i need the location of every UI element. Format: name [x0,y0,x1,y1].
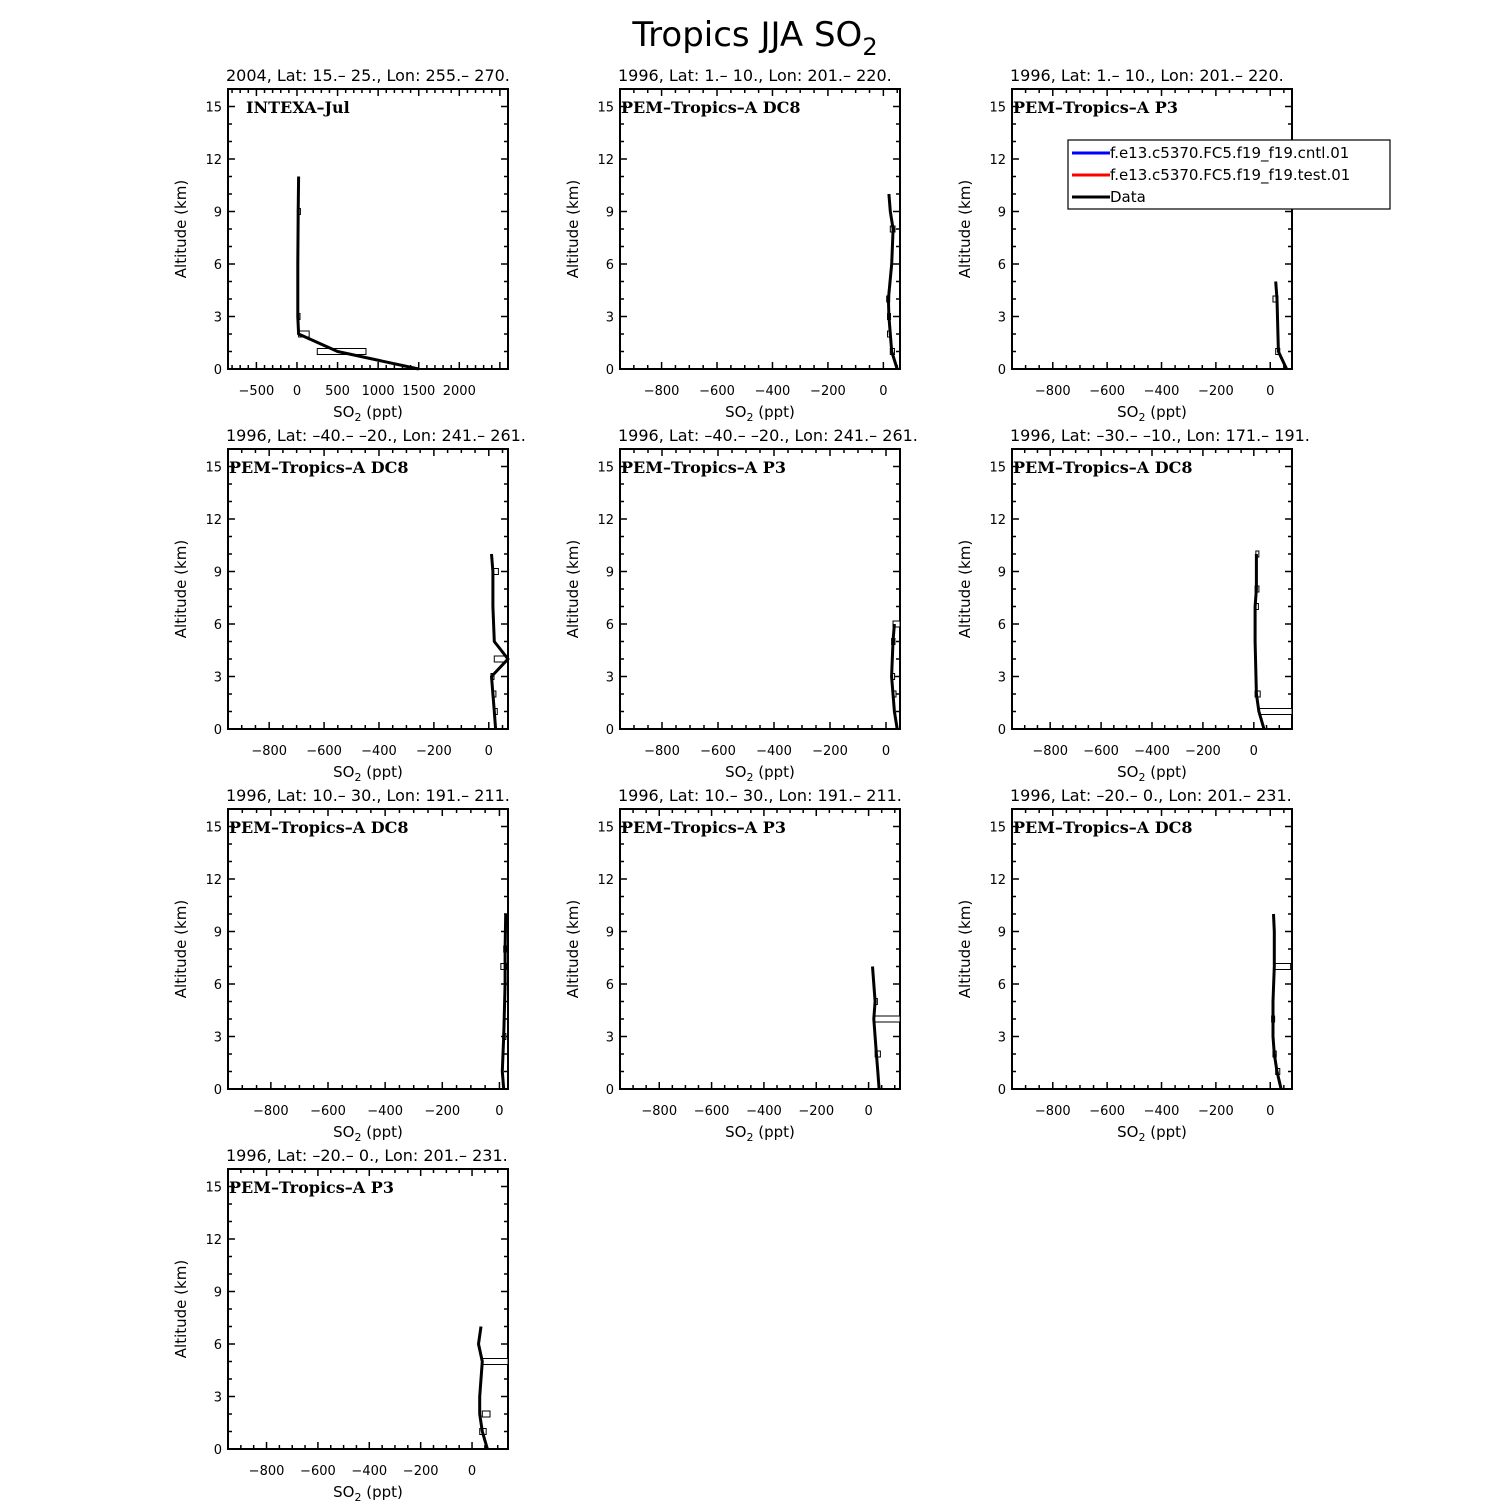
x-axis-label: $SO_2$ (ppt) [333,403,403,424]
panel-title: 1996, Lat: 1.– 10., Lon: 201.– 220. [1010,66,1284,85]
data-profile-line [502,914,505,1089]
x-tick-label: −400 [1143,384,1180,399]
y-tick-label: 3 [605,310,614,326]
panel-title: 1996, Lat: –20.– 0., Lon: 201.– 231. [1010,786,1292,805]
x-tick-label: 0 [879,384,888,399]
panel-3 [956,66,1292,424]
x-tick-label: −800 [1032,744,1069,759]
y-tick-label: 12 [597,513,614,528]
x-axis-label: $SO_2$ (ppt) [1117,1123,1187,1144]
campaign-label: PEM–Tropics–A DC8 [1013,818,1193,837]
y-tick-label: 12 [205,873,222,888]
y-tick-label: 15 [597,820,614,836]
y-axis-label: Altitude (km) [172,539,190,639]
x-tick-label: 2000 [442,384,476,399]
panel-9 [956,786,1292,1144]
panel-title: 1996, Lat: –30.– –10., Lon: 171.– 191. [1010,426,1310,445]
y-tick-label: 6 [605,978,614,993]
x-tick-label: −600 [699,384,735,399]
panel-5 [564,426,918,784]
panel-title: 1996, Lat: 1.– 10., Lon: 201.– 220. [618,66,892,85]
y-tick-label: 15 [989,100,1006,116]
y-tick-label: 6 [605,618,614,633]
panel-title: 1996, Lat: 10.– 30., Lon: 191.– 211. [618,786,902,805]
y-tick-label: 0 [213,1443,222,1458]
figure-title-subscript: 2 [862,33,878,61]
plot-frame [620,89,900,369]
y-tick-label: 6 [213,1338,222,1353]
y-tick-label: 12 [205,513,222,528]
x-axis-label: $SO_2$ (ppt) [333,763,403,784]
y-tick-label: 6 [997,258,1006,273]
data-profile-line [1276,282,1287,370]
y-tick-label: 3 [213,310,222,326]
data-profile-line [873,967,880,1090]
panel-8 [564,786,902,1144]
data-profile-line [1273,914,1281,1089]
x-tick-label: −400 [1143,1104,1180,1119]
x-tick-label: 0 [495,1104,504,1119]
x-tick-label: 0 [864,1104,873,1119]
legend-label: f.e13.c5370.FC5.f19_f19.test.01 [1110,166,1351,184]
y-tick-label: 9 [213,565,222,581]
plot-frame [228,1169,508,1449]
y-tick-label: 15 [597,460,614,476]
plot-frame [1012,449,1292,729]
x-tick-label: −400 [361,744,397,759]
y-tick-label: 6 [605,258,614,273]
y-tick-label: 12 [989,513,1006,528]
y-tick-label: 0 [997,1083,1006,1098]
legend-label: Data [1110,188,1146,206]
y-tick-label: 3 [997,670,1006,686]
y-tick-label: 0 [213,1083,222,1098]
y-axis-label: Altitude (km) [956,179,974,279]
x-tick-label: −800 [643,384,680,399]
y-axis-label: Altitude (km) [172,899,190,999]
y-tick-label: 0 [605,723,614,738]
y-tick-label: 3 [213,670,222,686]
data-range-box [482,1411,490,1417]
plot-frame [228,809,508,1089]
panel-6 [956,426,1310,784]
campaign-label: PEM–Tropics–A P3 [621,818,786,837]
plot-frame [620,809,900,1089]
x-axis-label: $SO_2$ (ppt) [725,1123,795,1144]
y-tick-label: 15 [205,460,222,476]
panel-2 [564,66,900,424]
panel-7 [172,786,510,1144]
y-tick-label: 3 [213,1390,222,1406]
x-tick-label: 0 [467,1464,477,1479]
x-tick-label: −400 [1134,744,1170,759]
y-tick-label: 9 [605,925,614,941]
y-tick-label: 0 [605,363,614,378]
y-tick-label: 9 [997,205,1006,221]
campaign-label: PEM–Tropics–A P3 [229,1178,394,1197]
panel-title: 1996, Lat: –40.– –20., Lon: 241.– 261. [618,426,918,445]
x-tick-label: 0 [484,744,493,759]
x-tick-label: −600 [1089,384,1126,399]
y-tick-label: 15 [205,100,222,116]
panel-title: 2004, Lat: 15.– 25., Lon: 255.– 270. [226,66,510,85]
x-tick-label: 0 [1249,744,1258,759]
x-tick-label: −400 [367,1104,404,1119]
x-tick-label: 0 [1266,384,1275,399]
y-tick-label: 15 [597,100,614,116]
x-tick-label: −500 [238,384,275,399]
x-axis-label: $SO_2$ (ppt) [725,403,795,424]
y-tick-label: 6 [213,258,222,273]
x-tick-label: −400 [754,384,791,399]
campaign-label: PEM–Tropics–A DC8 [229,458,409,477]
data-profile-line [298,177,419,370]
y-tick-label: 15 [205,820,222,836]
y-tick-label: 12 [989,873,1006,888]
x-tick-label: −800 [644,744,680,759]
campaign-label: PEM–Tropics–A P3 [1013,98,1178,117]
x-axis-label: $SO_2$ (ppt) [333,1483,403,1504]
y-tick-label: 9 [605,565,614,581]
legend [1068,140,1390,209]
x-tick-label: −600 [1089,1104,1126,1119]
x-tick-label: −200 [1198,1104,1234,1119]
y-tick-label: 6 [213,978,222,993]
y-tick-label: 12 [989,153,1006,168]
plot-frame [1012,809,1292,1089]
y-tick-label: 9 [605,205,614,221]
y-tick-label: 3 [605,670,614,686]
campaign-label: INTEXA–Jul [246,98,350,117]
y-tick-label: 0 [213,723,222,738]
panel-4 [172,426,526,784]
campaign-label: PEM–Tropics–A DC8 [1013,458,1193,477]
y-tick-label: 15 [989,820,1006,836]
x-tick-label: −200 [798,1104,835,1119]
data-range-box [1274,964,1290,970]
x-tick-label: −200 [424,1104,461,1119]
x-tick-label: −600 [1083,744,1119,759]
panels [172,66,1310,1504]
x-tick-label: −800 [1034,1104,1071,1119]
x-tick-label: −400 [756,744,792,759]
panel-title: 1996, Lat: –20.– 0., Lon: 201.– 231. [226,1146,508,1165]
y-tick-label: 3 [997,310,1006,326]
x-axis-label: $SO_2$ (ppt) [333,1123,403,1144]
y-tick-label: 6 [997,978,1006,993]
y-tick-label: 9 [997,925,1006,941]
y-tick-label: 3 [997,1030,1006,1046]
x-tick-label: 1000 [361,384,395,399]
y-tick-label: 15 [989,460,1006,476]
x-tick-label: −200 [1198,384,1234,399]
panel-1 [172,66,510,424]
y-tick-label: 9 [213,205,222,221]
x-tick-label: −800 [251,744,288,759]
x-tick-label: −400 [351,1464,388,1479]
x-tick-label: −200 [1185,744,1221,759]
data-range-box [1259,709,1292,715]
x-tick-label: 0 [1266,1104,1275,1119]
y-tick-label: 9 [213,1285,222,1301]
y-axis-label: Altitude (km) [172,1259,190,1359]
data-profile-line [888,194,897,369]
y-tick-label: 3 [213,1030,222,1046]
x-tick-label: 500 [325,384,350,399]
y-axis-label: Altitude (km) [564,539,582,639]
y-tick-label: 12 [597,873,614,888]
y-axis-label: Altitude (km) [564,899,582,999]
panel-title: 1996, Lat: 10.– 30., Lon: 191.– 211. [226,786,510,805]
x-tick-label: −800 [252,1104,289,1119]
y-axis-label: Altitude (km) [564,179,582,279]
y-axis-label: Altitude (km) [956,539,974,639]
y-tick-label: 0 [213,363,222,378]
x-axis-label: $SO_2$ (ppt) [1117,403,1187,424]
plot-frame [228,89,508,369]
plot-frame [620,449,900,729]
x-tick-label: −600 [310,1104,346,1119]
y-axis-label: Altitude (km) [172,179,190,279]
x-tick-label: −600 [700,744,736,759]
x-axis-label: $SO_2$ (ppt) [1117,763,1187,784]
y-tick-label: 6 [213,618,222,633]
y-tick-label: 9 [213,925,222,941]
x-tick-label: 0 [292,384,302,399]
plot-frame [1012,89,1292,369]
x-tick-label: −600 [693,1104,730,1119]
campaign-label: PEM–Tropics–A DC8 [621,98,801,117]
x-tick-label: −200 [812,744,848,759]
x-tick-label: −600 [306,744,342,759]
panel-10 [172,1146,508,1504]
x-tick-label: −200 [416,744,452,759]
figure-title: Tropics JJA $SO_2$ [632,15,878,61]
y-tick-label: 15 [205,1180,222,1196]
campaign-label: PEM–Tropics–A P3 [621,458,786,477]
panel-title: 1996, Lat: –40.– –20., Lon: 241.– 261. [226,426,526,445]
y-tick-label: 3 [605,1030,614,1046]
x-tick-label: −200 [402,1464,439,1479]
data-profile-line [1255,554,1264,729]
x-tick-label: −800 [641,1104,678,1119]
x-tick-label: 0 [881,744,891,759]
y-tick-label: 0 [997,363,1006,378]
y-tick-label: 12 [205,1233,222,1248]
y-tick-label: 6 [997,618,1006,633]
legend-label: f.e13.c5370.FC5.f19_f19.cntl.01 [1110,144,1350,162]
x-tick-label: −400 [746,1104,782,1119]
x-tick-label: −800 [248,1464,285,1479]
campaign-label: PEM–Tropics–A DC8 [229,818,409,837]
x-tick-label: 1500 [402,384,436,399]
x-tick-label: −800 [1034,384,1071,399]
y-tick-label: 0 [605,1083,614,1098]
plot-frame [228,449,508,729]
data-range-box [482,1359,508,1365]
y-tick-label: 0 [997,723,1006,738]
data-range-box [874,1016,900,1022]
y-tick-label: 12 [597,153,614,168]
x-axis-label: $SO_2$ (ppt) [725,763,795,784]
x-tick-label: −200 [810,384,846,399]
y-tick-label: 9 [997,565,1006,581]
x-tick-label: −600 [300,1464,336,1479]
y-axis-label: Altitude (km) [956,899,974,999]
y-tick-label: 12 [205,153,222,168]
